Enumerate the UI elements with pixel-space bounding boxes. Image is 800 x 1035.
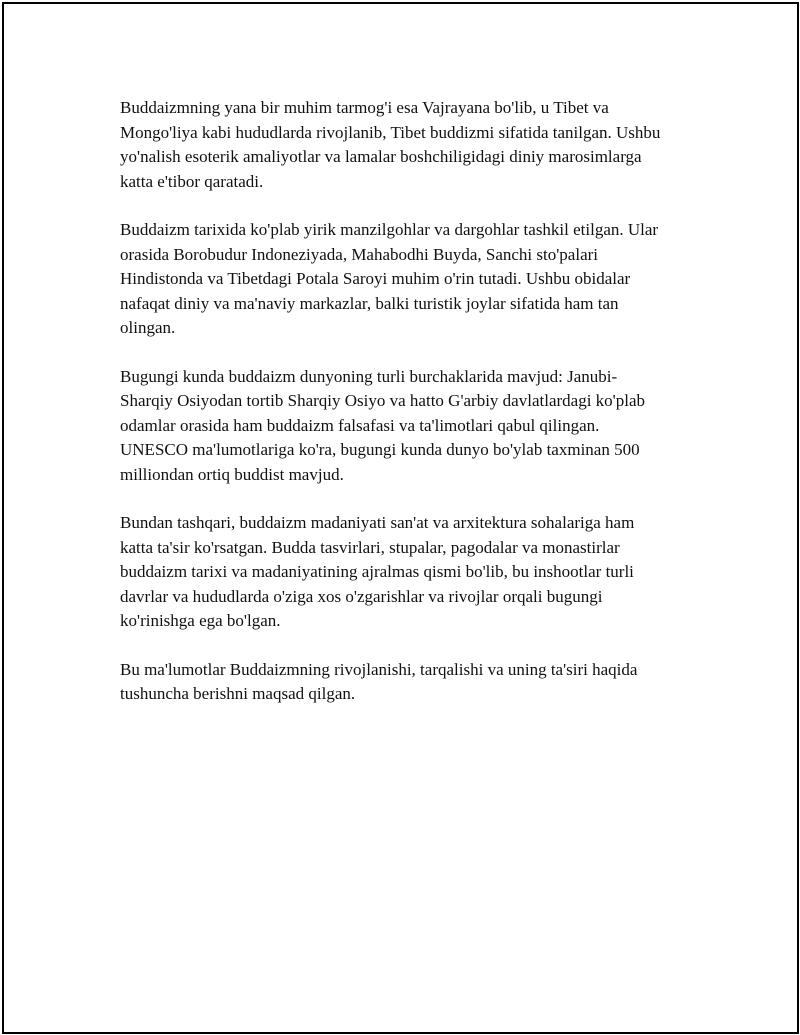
- paragraph-monuments: Buddaizm tarixida ko'plab yirik manzilgohlar va dargohlar tashkil etilgan. Ular orasida Borobudur Indoneziyada, Mahabodhi Buyda, Sanchi sto'palari Hindistonda va Tibetdagi Potala Saroyi muhim o'rin tutadi. Ushbu obidalar nafaqat diniy va ma'naviy markazlar, balki turistik joylar sifatida ham tan olingan.: [120, 220, 659, 337]
- document-body: [120, 96, 665, 731]
- paragraph-art-architecture: Bundan tashqari, buddaizm madaniyati san'at va arxitektura sohalariga ham katta ta'sir ko'rsatgan. Budda tasvirlari, stupalar, pagodalar va monastirlar buddaizm tarixi va madaniyatining ajralmas qismi bo'lib, bu inshootlar turli davrlar va hududlarda o'ziga xos o'zgarishlar va rivojlar orqali bugungi ko'rinishga ega bo'lgan.: [120, 513, 635, 630]
- paragraph-modern-spread: Bugungi kunda buddaizm dunyoning turli burchaklarida mavjud: Janubi-Sharqiy Osiyodan tortib Sharqiy Osiyo va hatto G'arbiy davlatlardagi ko'plab odamlar orasida ham buddaizm falsafasi va ta'limotlari qabul qilingan. UNESCO ma'lumotlariga ko'ra, bugungi kunda dunyo bo'ylab taxminan 500 milliondan ortiq buddist mavjud.: [120, 366, 645, 484]
- paragraph-vajrayana: Buddaizmning yana bir muhim tarmog'i esa Vajrayana bo'lib, u Tibet va Mongo'liya kabi hududlarda rivojlanib, Tibet buddizmi sifatida tanilgan. Ushbu yo'nalish esoterik amaliyotlar va lamalar boshchiligidagi diniy marosimlarga katta e'tibor qaratadi.: [120, 98, 661, 191]
- document-page: [2, 2, 799, 1034]
- paragraph-conclusion: Bu ma'lumotlar Buddaizmning rivojlanishi, tarqalishi va uning ta'siri haqida tushuncha berishni maqsad qilgan.: [120, 659, 638, 703]
